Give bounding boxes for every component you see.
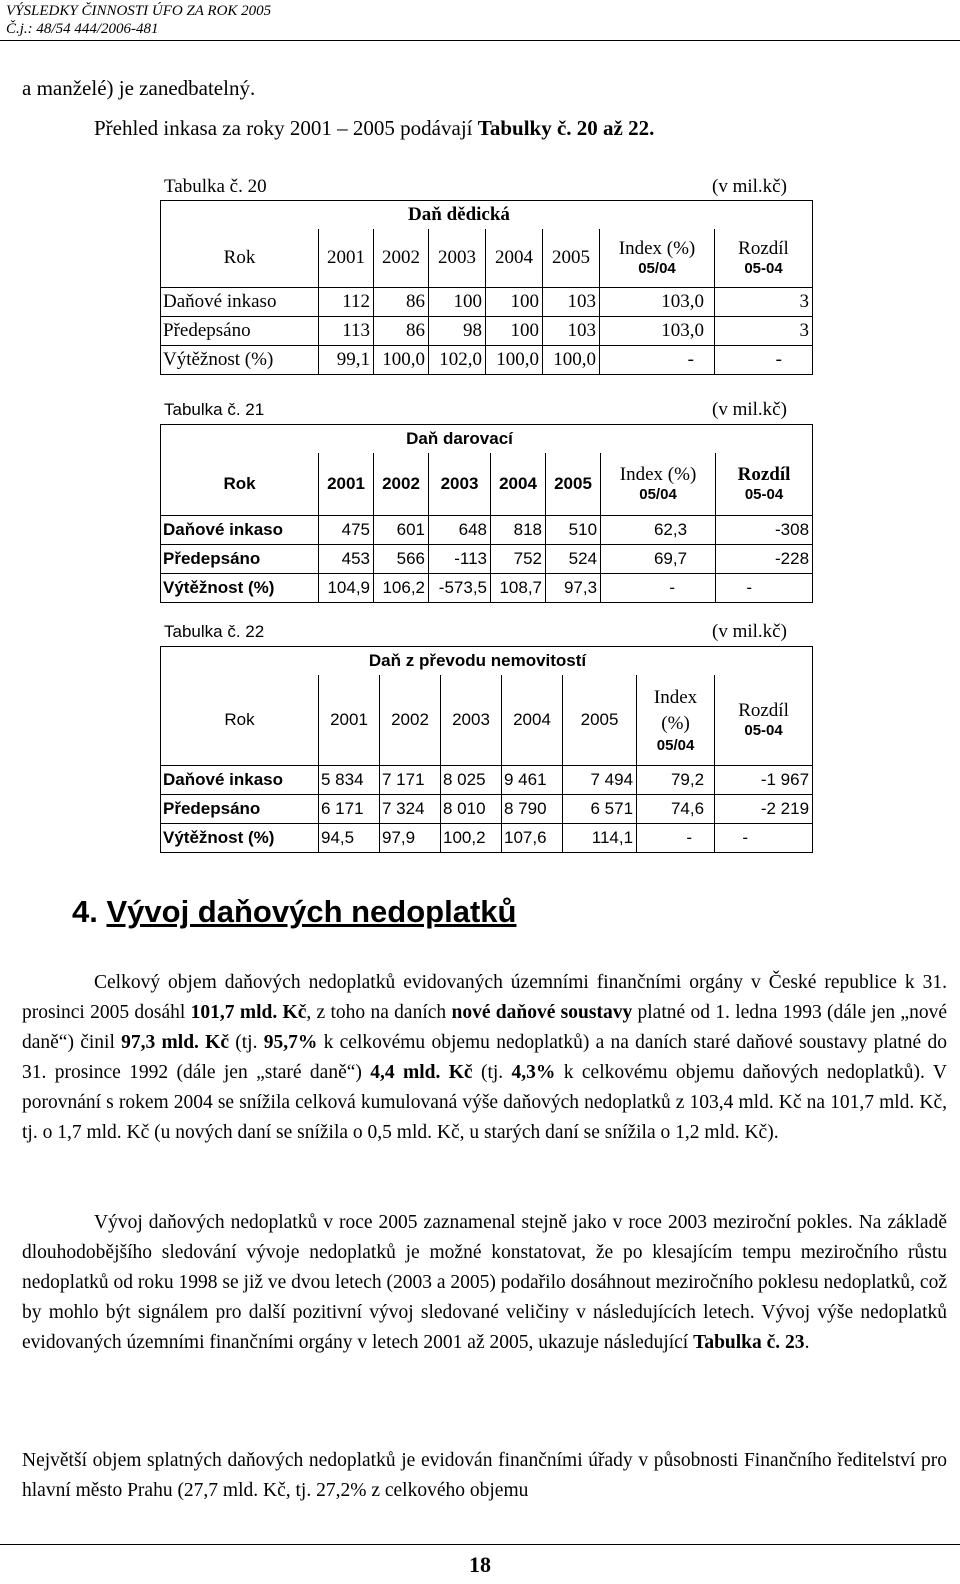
table-row <box>161 316 813 345</box>
intro-line-2-bold: Tabulky č. 20 až 22. <box>477 116 655 140</box>
table-20-year: 2005 <box>543 229 600 287</box>
table-20 <box>160 200 813 375</box>
cell: 106,2 <box>374 573 429 602</box>
table-21-unit: (v mil.kč) <box>712 399 787 420</box>
cell: 752 <box>491 544 546 573</box>
cell-diff: - <box>715 823 813 852</box>
row-label: Předepsáno <box>161 544 319 573</box>
table-21-year: 2003 <box>429 453 491 515</box>
cell: 8 025 <box>441 765 502 794</box>
table-21-year: 2005 <box>546 453 601 515</box>
cell-diff: 3 <box>715 316 813 345</box>
cell: 7 171 <box>380 765 441 794</box>
cell: 100 <box>486 316 543 345</box>
p1-text: (tj. <box>472 1062 512 1083</box>
header-line-2: Č.j.: 48/54 444/2006-481 <box>6 21 159 37</box>
table-row <box>161 345 813 374</box>
cell-diff: 3 <box>715 287 813 316</box>
cell: 103 <box>543 316 600 345</box>
index-label-pct: (%) <box>661 713 690 735</box>
cell-index: 103,0 <box>600 316 715 345</box>
row-label: Výtěžnost (%) <box>161 573 319 602</box>
table-22-year: 2002 <box>380 675 441 765</box>
cell-diff: -228 <box>716 544 813 573</box>
cell: 100 <box>486 287 543 316</box>
table-22-unit: (v mil.kč) <box>712 621 787 642</box>
cell: 9 461 <box>502 765 563 794</box>
row-label: Předepsáno <box>161 316 319 345</box>
section-title: Vývoj daňových nedoplatků <box>106 894 517 929</box>
p1-text: , z toho na daních <box>306 1002 452 1023</box>
cell: 8 010 <box>441 794 502 823</box>
intro-line-2-text: Přehled inkasa za roky 2001 – 2005 podávají <box>94 116 478 140</box>
table-row <box>161 765 813 794</box>
diff-sub: 05-04 <box>744 260 783 278</box>
cell-index: - <box>637 823 715 852</box>
cell: 112 <box>319 287 374 316</box>
cell-diff: - <box>715 345 813 374</box>
cell: 98 <box>429 316 486 345</box>
page-number: 18 <box>469 1552 491 1577</box>
row-label: Výtěžnost (%) <box>161 823 319 852</box>
table-row <box>161 823 813 852</box>
cell: 99,1 <box>319 345 374 374</box>
table-20-unit: (v mil.kč) <box>712 176 787 197</box>
p1-text: k celkovému objemu nedoplatků) a na daních staré daňové soustavy platné do 31. prosince 1992 (dále jen „staré daně“) <box>22 1032 947 1083</box>
cell: 100,0 <box>486 345 543 374</box>
table-21-rok-header: Rok <box>161 453 319 515</box>
p1-text: (tj. <box>229 1032 264 1053</box>
table-21 <box>160 424 813 603</box>
cell: 510 <box>546 515 601 544</box>
cell: 524 <box>546 544 601 573</box>
table-20-title: Daň dědická <box>319 201 600 230</box>
cell: 5 834 <box>319 765 380 794</box>
p1-bold: 97,3 mld. Kč <box>121 1032 229 1053</box>
cell: 102,0 <box>429 345 486 374</box>
cell: 104,9 <box>319 573 374 602</box>
cell-diff: -308 <box>716 515 813 544</box>
cell: 7 494 <box>563 765 637 794</box>
p1-bold: 95,7% <box>263 1032 318 1053</box>
p1-bold: 4,3% <box>511 1062 556 1083</box>
table-20-year: 2004 <box>486 229 543 287</box>
cell: 8 790 <box>502 794 563 823</box>
table-22-title: Daň z převodu nemovitostí <box>319 647 637 676</box>
table-21-year: 2004 <box>491 453 546 515</box>
table-21-title: Daň darovací <box>319 425 601 454</box>
table-21-diff-header <box>716 453 813 515</box>
cell-diff: -2 219 <box>715 794 813 823</box>
intro-line-1: a manželé) je zanedbatelný. <box>22 76 256 100</box>
paragraph-1 <box>22 968 947 1148</box>
cell: 100 <box>429 287 486 316</box>
section-number: 4. <box>72 894 98 929</box>
index-sub: 05/04 <box>638 260 676 278</box>
p1-bold: 4,4 mld. Kč <box>370 1062 473 1083</box>
paragraph-2 <box>22 1208 947 1358</box>
cell: 100,2 <box>441 823 502 852</box>
table-20-index-header <box>600 229 715 287</box>
table-21-year: 2001 <box>319 453 374 515</box>
table-22-diff-header <box>715 675 813 765</box>
cell-index: 74,6 <box>637 794 715 823</box>
cell-index: - <box>601 573 716 602</box>
cell-index: 79,2 <box>637 765 715 794</box>
table-22-year: 2005 <box>563 675 637 765</box>
p1-text: platné od 1. ledna 1993 (dále jen „nové daně“) činil <box>22 1002 947 1053</box>
diff-label: Rozdíl <box>738 700 789 722</box>
row-label: Výtěžnost (%) <box>161 345 319 374</box>
cell: 818 <box>491 515 546 544</box>
row-label: Daňové inkaso <box>161 765 319 794</box>
cell: 86 <box>374 287 429 316</box>
cell: -113 <box>429 544 491 573</box>
index-label: Index (%) <box>619 464 697 486</box>
table-22-year: 2001 <box>319 675 380 765</box>
cell-index: 69,7 <box>601 544 716 573</box>
table-22-index-header <box>637 675 715 765</box>
cell: 453 <box>319 544 374 573</box>
index-sub: 05/04 <box>639 486 677 504</box>
p1-bold: 101,7 mld. Kč <box>190 1002 307 1023</box>
cell: 100,0 <box>543 345 600 374</box>
cell-index: - <box>600 345 715 374</box>
cell: 103 <box>543 287 600 316</box>
cell: 475 <box>319 515 374 544</box>
table-22-caption: Tabulka č. 22 <box>164 622 265 641</box>
table-20-year: 2003 <box>429 229 486 287</box>
cell: 94,5 <box>319 823 380 852</box>
table-row <box>161 287 813 316</box>
table-21-caption: Tabulka č. 21 <box>164 400 265 419</box>
footer-rule <box>0 1544 960 1545</box>
cell: 100,0 <box>374 345 429 374</box>
table-20-caption: Tabulka č. 20 <box>164 176 267 197</box>
table-20-year: 2002 <box>374 229 429 287</box>
section-heading <box>72 894 516 930</box>
running-header <box>6 2 271 38</box>
row-label: Daňové inkaso <box>161 515 319 544</box>
table-row <box>161 573 813 602</box>
cell: 86 <box>374 316 429 345</box>
diff-label: Rozdíl <box>738 238 789 260</box>
intro-line-2 <box>94 116 654 141</box>
p1-text: Celkový objem daňových nedoplatků evidovaných územními finančními orgány v České republice k 31. prosinci 2005 dosáhl <box>22 972 947 1023</box>
header-line-1: VÝSLEDKY ČINNOSTI ÚFO ZA ROK 2005 <box>6 3 272 19</box>
header-rule <box>0 40 960 41</box>
cell: -573,5 <box>429 573 491 602</box>
cell-diff: - <box>716 573 813 602</box>
cell: 601 <box>374 515 429 544</box>
cell-index: 62,3 <box>601 515 716 544</box>
diff-sub: 05-04 <box>744 722 783 740</box>
index-label: Index (%) <box>618 238 696 260</box>
table-21-index-header <box>601 453 716 515</box>
diff-sub: 05-04 <box>744 486 784 504</box>
index-label: Index <box>653 687 698 709</box>
cell: 97,9 <box>380 823 441 852</box>
p3-text: Největší objem splatných daňových nedoplatků je evidován finančními úřady v působnosti Finančního ředitelství pro hlavní město Prahu (27,7 mld. Kč, tj. 27,2% z celkového objemu <box>22 1450 947 1501</box>
row-label: Předepsáno <box>161 794 319 823</box>
cell: 7 324 <box>380 794 441 823</box>
table-22-year: 2003 <box>441 675 502 765</box>
table-22-year: 2004 <box>502 675 563 765</box>
cell: 648 <box>429 515 491 544</box>
p2-text: Vývoj daňových nedoplatků v roce 2005 zaznamenal stejně jako v roce 2003 meziroční pokles. Na základě dlouhodobějšího sledování vývoje nedoplatků je možné konstatovat, že po klesajícím tempu meziročního růstu nedoplatků od roku 1998 se již ve dvou letech (2003 a 2005) podařilo dosáhnout meziročního poklesu nedoplatků, což by mohlo být signálem pro další pozitivní vývoj sledované veličiny v následujících letech. Vývoj výše nedoplatků evidovaných územními finančními orgány v letech 2001 až 2005, ukazuje následující <box>22 1212 947 1353</box>
table-20-rok-header: Rok <box>161 229 319 287</box>
index-sub: 05/04 <box>656 737 695 755</box>
table-21-year: 2002 <box>374 453 429 515</box>
paragraph-3 <box>22 1446 947 1506</box>
table-22-rok-header: Rok <box>161 675 319 765</box>
cell: 97,3 <box>546 573 601 602</box>
table-22 <box>160 646 813 853</box>
p1-text: k celkovému objemu daňových nedoplatků). V porovnání s rokem 2004 se snížila celková kumulovaná výše daňových nedoplatků z 103,4 mld. Kč na 101,7 mld. Kč, tj. o 1,7 mld. Kč (u nových daní se snížila o 0,5 mld. Kč, u starých daní se snížila o 1,2 mld. Kč). <box>22 1062 947 1143</box>
cell: 113 <box>319 316 374 345</box>
p2-bold: Tabulka č. 23 <box>693 1332 805 1353</box>
cell-diff: -1 967 <box>715 765 813 794</box>
table-20-diff-header <box>715 229 813 287</box>
cell: 566 <box>374 544 429 573</box>
cell: 6 171 <box>319 794 380 823</box>
diff-label: Rozdíl <box>737 464 791 486</box>
table-row <box>161 544 813 573</box>
cell: 108,7 <box>491 573 546 602</box>
table-row <box>161 515 813 544</box>
cell: 107,6 <box>502 823 563 852</box>
cell: 114,1 <box>563 823 637 852</box>
table-row <box>161 794 813 823</box>
cell-index: 103,0 <box>600 287 715 316</box>
p1-bold: nové daňové soustavy <box>451 1002 633 1023</box>
row-label: Daňové inkaso <box>161 287 319 316</box>
table-20-year: 2001 <box>319 229 374 287</box>
cell: 6 571 <box>563 794 637 823</box>
p2-text: . <box>804 1332 810 1353</box>
